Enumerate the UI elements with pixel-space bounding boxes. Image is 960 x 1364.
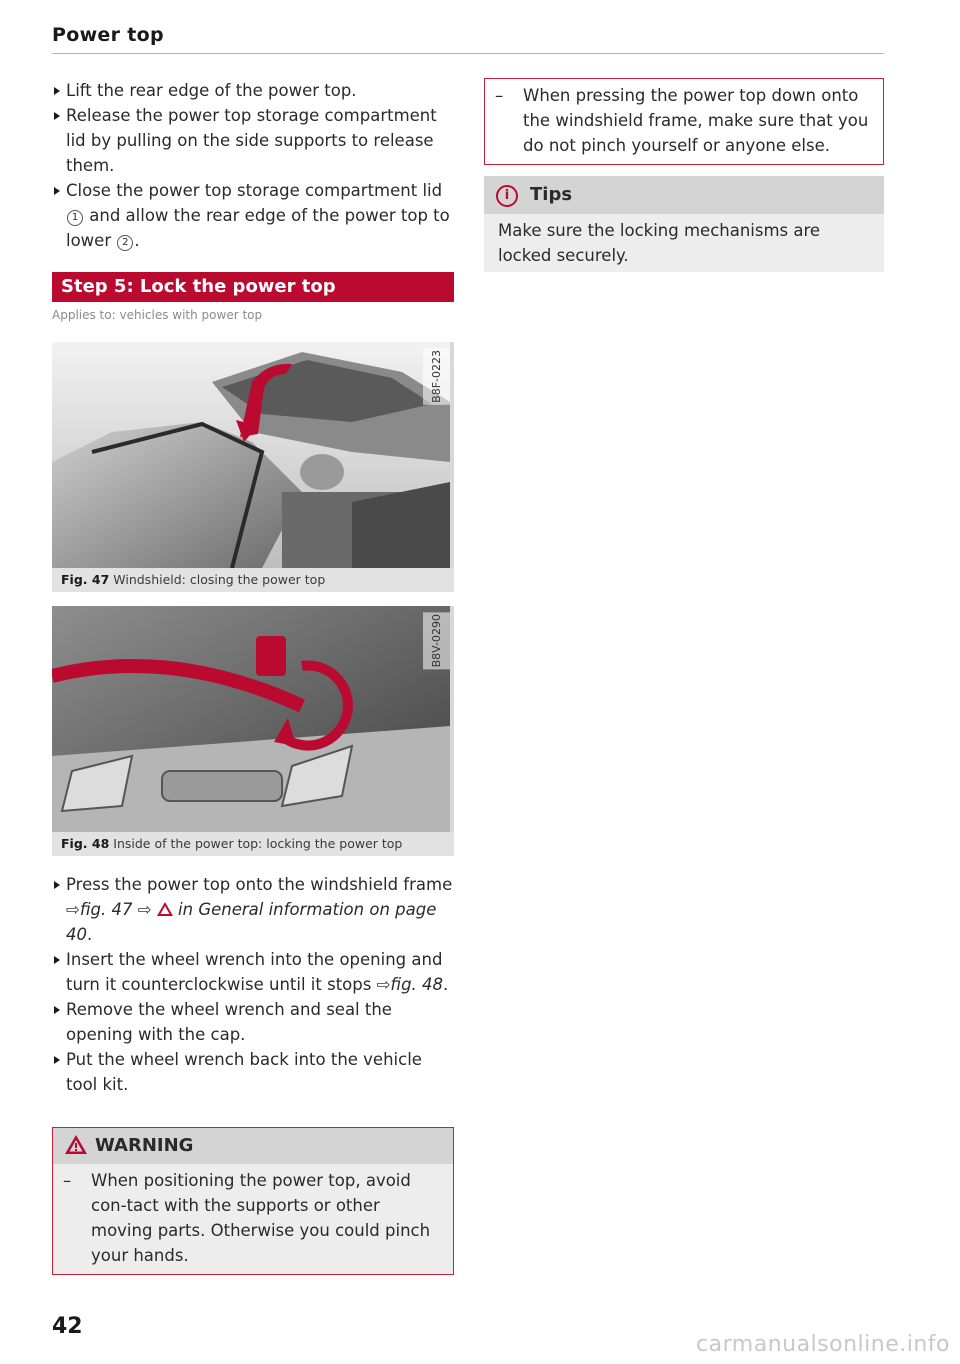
dash-marker: – (495, 86, 504, 105)
step-insert-end: . (443, 975, 449, 994)
warning-box (52, 1127, 454, 1275)
arrow-icon: ⇨ (376, 975, 391, 994)
tips-text: Make sure the locking mechanisms are locked securely. (498, 221, 821, 265)
arrow-icon: ⇨ (66, 900, 80, 919)
tips-header (484, 176, 884, 214)
dash-marker: – (63, 1171, 72, 1190)
ref-fig-47[interactable]: fig. 47 (79, 900, 133, 919)
windshield-illustration (52, 342, 450, 568)
figure-48-caption-text: Inside of the power top: locking the power top (113, 836, 403, 851)
step-insert (52, 947, 454, 997)
ref-general-info[interactable]: in General information on page 40 (66, 900, 437, 944)
arrow-icon: ⇨ (137, 900, 152, 919)
figure-47-caption-text: Windshield: closing the power top (113, 572, 326, 587)
warning-triangle-icon (157, 902, 173, 916)
ref-fig-48[interactable]: fig. 48 (390, 975, 444, 994)
left-column (52, 78, 454, 1275)
figure-47-caption (52, 568, 454, 592)
lock-steps (52, 872, 454, 1097)
warning-item-text: When pressing the power top down onto the windshield frame, make sure that you do not pinch yourself or anyone else. (523, 86, 869, 155)
step-close (52, 178, 454, 253)
callout-1: 1 (67, 210, 83, 226)
step-close-mid: and allow the rear edge of the power top to lower (66, 206, 450, 250)
callout-2: 2 (117, 235, 133, 251)
figure-47-label: Fig. 47 (61, 572, 110, 587)
step-put: Put the wheel wrench back into the vehicle tool kit. (52, 1047, 454, 1097)
step-release: Release the power top storage compartment lid by pulling on the side supports to release them. (52, 103, 454, 178)
step-press (52, 872, 454, 947)
header-rule (52, 53, 884, 54)
tips-title: Tips (530, 184, 573, 205)
section-title: Step 5: Lock the power top (52, 272, 454, 302)
step-close-text: Close the power top storage compartment lid (66, 181, 443, 200)
figure-48-code: B8V-0290 (423, 612, 450, 669)
step-press-text: Press the power top onto the windshield frame (66, 875, 453, 894)
step-lift: Lift the rear edge of the power top. (52, 78, 454, 103)
applies-to: Applies to: vehicles with power top (52, 308, 263, 322)
warning-body (53, 1164, 453, 1274)
figure-47-image (52, 342, 454, 568)
step-close-end: . (134, 231, 140, 250)
step-press-end: . (87, 925, 93, 944)
page-number: 42 (52, 1314, 83, 1339)
info-icon: i (496, 185, 518, 207)
headliner-illustration (52, 606, 450, 832)
tips-box (484, 176, 884, 272)
warning-header (53, 1128, 453, 1164)
step-insert-text: Insert the wheel wrench into the opening and turn it counterclockwise until it stops (66, 950, 443, 994)
warning-triangle-icon (65, 1131, 87, 1167)
figure-48-image (52, 606, 454, 832)
step-remove: Remove the wheel wrench and seal the opening with the cap. (52, 997, 454, 1047)
right-column (484, 78, 884, 272)
warning-title: WARNING (95, 1135, 194, 1156)
figure-48-caption (52, 832, 454, 856)
warning-item (63, 1168, 443, 1268)
figure-48-label: Fig. 48 (61, 836, 110, 851)
page-header-title: Power top (52, 24, 164, 46)
figure-47-code: B8F-0223 (423, 348, 450, 405)
warning-item (495, 83, 873, 158)
watermark: carmanualsonline.info (696, 1332, 950, 1357)
warning-item-text: When positioning the power top, avoid con-tact with the supports or other moving parts. Otherwise you could pinch your hands. (91, 1171, 431, 1265)
warning-continuation-box (484, 78, 884, 165)
